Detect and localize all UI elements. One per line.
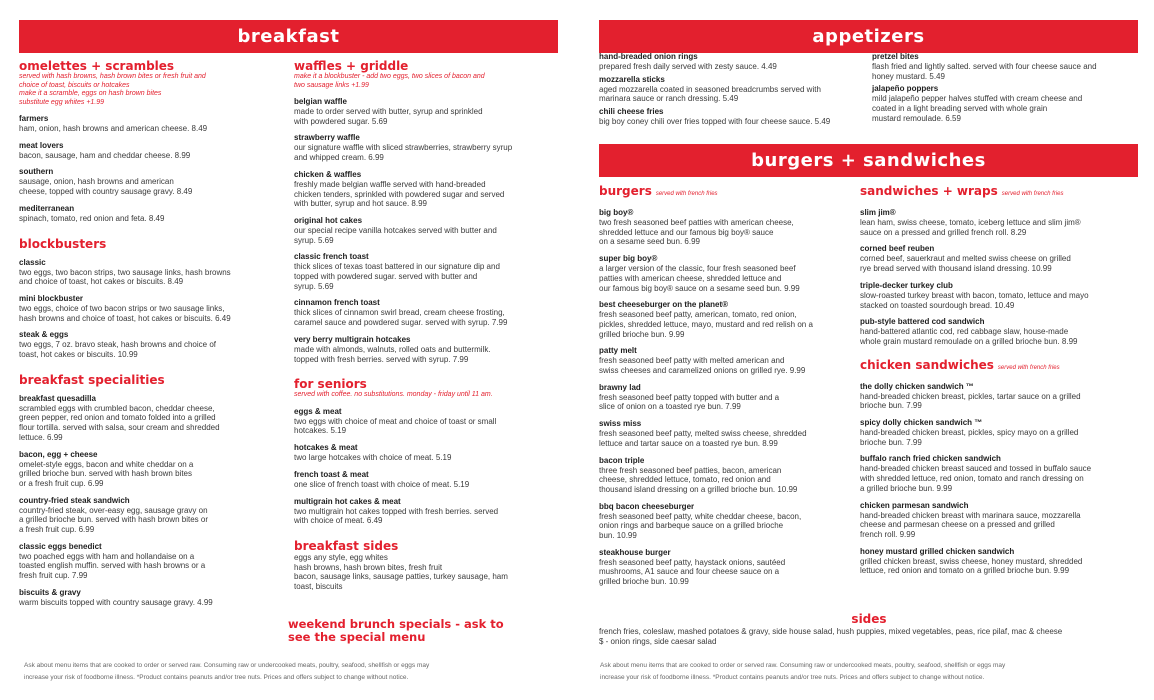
item-name: brawny lad: [599, 382, 641, 392]
section-title: blockbusters: [19, 236, 107, 251]
item-description: two eggs with choice of meat and choice of toast or small: [294, 416, 497, 426]
item-description: with choice of meat. 6.49: [294, 516, 383, 526]
item-description: hand-breaded chicken breast sauced and tossed in buffalo sauce: [860, 464, 1092, 474]
item-description: aged mozzarella coated in seasoned breadcrumbs served with: [599, 84, 821, 94]
weekend-brunch-note: [288, 618, 558, 644]
item-description: sausage, onion, hash browns and american: [19, 177, 174, 187]
item-description: a fresh fruit cup. 6.99: [19, 525, 95, 535]
menu-item: [860, 547, 1140, 576]
item-name: bbq bacon cheeseburger: [599, 501, 695, 511]
item-description: lettuce. 6.99: [19, 432, 63, 442]
item-description: fresh fruit cup. 7.99: [19, 571, 88, 581]
item-description: fresh seasoned beef patty, american, tomato, red onion,: [599, 310, 797, 320]
item-description: lean ham, swiss cheese, tomato, iceberg lettuce and slim jim®: [860, 218, 1081, 227]
item-description: mustard remoulade. 6.59: [872, 113, 961, 123]
menu-item: [599, 456, 855, 495]
item-description: fresh seasoned beef patty, melted swiss cheese, shredded: [599, 429, 807, 439]
menu-item: [860, 454, 1140, 493]
item-description: swiss cheeses and caramelized onions on grilled rye. 9.99: [599, 366, 806, 376]
sandwiches-column: [860, 185, 1140, 576]
menu-item: [294, 133, 562, 162]
item-description: mushrooms, A1 sauce and four cheese sauce on a: [599, 567, 780, 577]
item-description: two multigrain hot cakes topped with fresh berries. served: [294, 506, 499, 516]
item-name: jalapeño poppers: [872, 84, 939, 94]
item-description: topped with fresh berries. served with syrup. 7.99: [294, 354, 469, 364]
menu-item: [294, 470, 562, 490]
item-description: hand-breaded chicken breast, pickles, tartar sauce on a grilled: [860, 391, 1081, 401]
item-description: two eggs, 7 oz. bravo steak, hash browns and choice of: [19, 340, 217, 350]
item-name: honey mustard grilled chicken sandwich: [860, 546, 1015, 556]
item-name: bacon, egg + cheese: [19, 449, 98, 459]
sides-line: french fries, coleslaw, mashed potatoes & gravy, side house salad, hush puppies, mixed vegetables, peas, rice pilaf, mac & cheese: [599, 627, 1063, 636]
item-name: original hot cakes: [294, 215, 363, 225]
item-description: spinach, tomato, red onion and feta. 8.49: [19, 213, 165, 223]
item-description: grilled brioche bun. 9.99: [599, 329, 685, 339]
item-description: two eggs, choice of two bacon strips or two sausage links,: [19, 303, 225, 313]
disclaimer-left: [24, 660, 564, 684]
menu-item: [294, 298, 562, 327]
item-name: country-fried steak sandwich: [19, 495, 130, 505]
item-description: fresh seasoned beef patty, white cheddar cheese, bacon,: [599, 511, 802, 521]
menu-item: [860, 418, 1140, 447]
item-name: steakhouse burger: [599, 547, 671, 557]
item-description: slow-roasted turkey breast with bacon, tomato, lettuce and mayo: [860, 290, 1089, 300]
appetizers-column-1: [599, 52, 867, 127]
disclaimer-line: Ask about menu items that are cooked to order or served raw. Consuming raw or undercooked meats, poultry, seafood, shellfish or eggs may: [24, 662, 430, 669]
item-description: prepared fresh daily served with zesty sauce. 4.49: [599, 62, 777, 71]
item-description: syrup. 5.69: [294, 281, 334, 291]
item-description: freshly made belgian waffle served with hand-breaded: [294, 179, 486, 189]
item-name: slim jim®: [860, 208, 896, 217]
section-note: served with coffee. no substitutions. monday - friday until 11 am.: [294, 391, 493, 399]
menu-item: [19, 114, 281, 134]
menu-item: [872, 52, 1140, 81]
item-description: made to order served with butter, syrup and sprinkled: [294, 107, 483, 116]
section-title: waffles + griddle: [294, 59, 409, 73]
item-description: our special recipe vanilla hotcakes served with butter and: [294, 225, 497, 235]
item-description: two poached eggs with ham and hollandaise on a: [19, 551, 195, 561]
item-name: buffalo ranch fried chicken sandwich: [860, 454, 1001, 464]
item-name: pub-style battered cod sandwich: [860, 317, 985, 327]
side-line: eggs any style, egg whites: [294, 552, 388, 562]
item-description: bun. 10.99: [599, 531, 637, 541]
item-name: patty melt: [599, 346, 637, 356]
item-name: strawberry waffle: [294, 133, 360, 143]
item-name: best cheeseburger on the planet®: [599, 300, 729, 310]
item-name: super big boy®: [599, 254, 658, 264]
item-description: green pepper, red onion and tomato folded into a grilled: [19, 413, 216, 423]
item-name: corned beef reuben: [860, 244, 935, 254]
breakfast-banner: breakfast: [19, 20, 558, 53]
side-line: bacon, sausage links, sausage patties, turkey sausage, ham: [294, 572, 508, 582]
side-line: toast, biscuits: [294, 582, 343, 592]
sides-title: sides: [851, 612, 887, 626]
menu-item: [599, 419, 855, 448]
section-title: chicken sandwiches served with french fries: [860, 357, 1060, 372]
breakfast-column-1: [19, 60, 281, 608]
menu-item: [19, 394, 281, 443]
menu-section: [860, 359, 1140, 576]
item-description: on a sesame seed bun. 6.99: [599, 237, 700, 247]
item-name: spicy dolly chicken sandwich ™: [860, 418, 983, 428]
section-title: breakfast specialities: [19, 372, 165, 387]
item-name: hand-breaded onion rings: [599, 52, 698, 61]
menu-item: [860, 317, 1140, 346]
disclaimer-line: Ask about menu items that are cooked to order or served raw. Consuming raw or undercooked meats, poultry, seafood, shellfish or eggs may: [600, 662, 1006, 669]
item-name: mediterranean: [19, 203, 75, 213]
burgers-column: [599, 185, 855, 587]
item-description: grilled brioche bun. 10.99: [599, 577, 689, 587]
item-description: one slice of french toast with choice of meat. 5.19: [294, 479, 470, 489]
section-title: sandwiches + wraps served with french fries: [860, 184, 1064, 198]
item-description: three fresh seasoned beef patties, bacon, american: [599, 465, 782, 475]
item-description: french roll. 9.99: [860, 529, 916, 539]
disclaimer-line: increase your risk of foodborne illness. *Product contains peanuts and/or tree nuts. Prices and offers subject to change without notice.: [24, 674, 409, 681]
item-description: with shredded lettuce, red onion, tomato and ranch dressing on: [860, 474, 1084, 484]
item-description: or a fresh fruit cup. 6.99: [19, 478, 104, 488]
menu-item: [294, 407, 562, 436]
menu-item: [599, 107, 867, 127]
item-name: mozzarella sticks: [599, 74, 665, 84]
item-description: two large hotcakes with choice of meat. 5.19: [294, 453, 452, 463]
item-description: fresh seasoned beef patty, haystack onions, sautéed: [599, 557, 786, 567]
menu-item: [599, 300, 855, 339]
item-description: big boy coney chili over fries topped with four cheese sauce. 5.49: [599, 117, 831, 127]
item-description: scrambled eggs with crumbled bacon, cheddar cheese,: [19, 403, 215, 413]
menu-item: [599, 383, 855, 412]
item-name: bacon triple: [599, 455, 645, 465]
menu-item: [599, 254, 855, 293]
item-description: and choice of toast, hot cakes or biscuits. 8.49: [19, 277, 184, 287]
item-description: sauce on a pressed and grilled french roll. 8.29: [860, 227, 1027, 237]
menu-section: [294, 60, 562, 364]
item-description: toasted english muffin. served with hash browns or a: [19, 561, 206, 571]
menu-item: [19, 542, 281, 581]
menu-item: [19, 330, 281, 359]
menu-item: [19, 450, 281, 489]
item-name: french toast & meat: [294, 469, 369, 479]
item-name: pretzel bites: [872, 52, 919, 61]
item-description: stacked on toasted sourdough bread. 10.49: [860, 300, 1015, 310]
sides-section: [599, 613, 1139, 646]
menu-item: [294, 252, 562, 291]
item-description: pickles, shredded lettuce, mayo, mustard and red relish on a: [599, 319, 813, 329]
item-description: shredded lettuce and our famous big boy® sauce: [599, 227, 774, 237]
section-title: omelettes + scrambles: [19, 59, 175, 73]
weekend-line-1: weekend brunch specials - ask to: [288, 617, 504, 631]
item-description: hash browns and choice of toast, hot cakes or biscuits. 6.49: [19, 313, 231, 323]
item-description: a grilled brioche bun. served with hash brown bites or: [19, 515, 208, 525]
item-description: omelet-style eggs, bacon and white cheddar on a: [19, 459, 194, 469]
item-description: fresh seasoned beef patty topped with butter and a: [599, 392, 780, 402]
item-name: steak & eggs: [19, 330, 69, 340]
appetizers-column-2: [872, 52, 1140, 124]
item-description: hand-battered atlantic cod, red cabbage slaw, house-made: [860, 327, 1069, 337]
item-description: lettuce, red onion and tomato on a grilled brioche bun. 9.99: [860, 566, 1070, 576]
burgers-banner: burgers + sandwiches: [599, 144, 1138, 177]
item-name: swiss miss: [599, 419, 642, 429]
section-note: served with french fries: [655, 191, 718, 197]
item-description: grilled brioche bun. served with hash brown bites: [19, 469, 192, 479]
section-title: for seniors: [294, 377, 367, 392]
item-description: brioche bun. 7.99: [860, 437, 922, 447]
item-description: caramel sauce and powdered sugar. served with syrup. 7.99: [294, 318, 508, 328]
item-description: whole grain mustard remoulade on a grilled brioche bun. 8.99: [860, 336, 1078, 346]
menu-section: [294, 378, 562, 526]
section-note: make it a blockbuster - add two eggs, two slices of bacon and: [294, 73, 485, 80]
item-description: fresh seasoned beef patty with melted american and: [599, 356, 785, 366]
menu-section: [294, 540, 562, 592]
item-description: honey mustard. 5.49: [872, 71, 945, 81]
item-name: classic: [19, 257, 46, 267]
breakfast-column-2: [294, 60, 562, 592]
item-description: thick slices of texas toast battered in our signature dip and: [294, 262, 500, 272]
menu-item: [294, 97, 562, 126]
item-description: hotcakes. 5.19: [294, 426, 347, 436]
menu-item: [19, 294, 281, 323]
item-name: mini blockbuster: [19, 293, 84, 303]
item-name: southern: [19, 167, 54, 177]
item-description: rye bread served with thousand island dressing. 10.99: [860, 264, 1052, 274]
section-note: two sausage links +1.99: [294, 81, 369, 89]
item-description: toast, hot cakes or biscuits. 10.99: [19, 350, 138, 360]
item-description: warm biscuits topped with country sausage gravy. 4.99: [19, 597, 213, 607]
item-name: farmers: [19, 114, 49, 123]
item-description: mild jalapeño pepper halves stuffed with cream cheese and: [872, 94, 1083, 104]
menu-item: [860, 382, 1140, 411]
menu-section: [860, 185, 1140, 347]
menu-item: [19, 588, 281, 608]
menu-item: [599, 548, 855, 587]
item-description: hand-breaded chicken breast, pickles, spicy mayo on a grilled: [860, 428, 1079, 438]
item-name: triple-decker turkey club: [860, 280, 953, 290]
item-description: with butter, syrup and hot sauce. 8.99: [294, 199, 427, 209]
item-description: corned beef, sauerkraut and melted swiss cheese on grilled: [860, 254, 1071, 264]
menu-item: [872, 84, 1140, 123]
item-name: the dolly chicken sandwich ™: [860, 381, 974, 391]
item-description: country-fried steak, over-easy egg, sausage gravy on: [19, 505, 208, 515]
item-description: and whipped cream. 6.99: [294, 153, 384, 163]
item-description: grilled chicken breast, swiss cheese, honey mustard, shredded: [860, 556, 1083, 566]
item-description: a larger version of the classic, four fresh seasoned beef: [599, 264, 796, 274]
item-description: cheese, shredded lettuce, tomato, red onion and: [599, 475, 771, 485]
menu-item: [599, 502, 855, 541]
item-description: flash fried and lightly salted. served with four cheese sauce and: [872, 62, 1097, 71]
item-description: with powdered sugar. 5.69: [294, 116, 388, 126]
menu-item: [19, 204, 281, 224]
menu-item: [294, 335, 562, 364]
item-name: breakfast quesadilla: [19, 393, 96, 403]
item-name: classic french toast: [294, 252, 369, 262]
section-note: make it a scramble, eggs on hash brown bites: [19, 90, 162, 97]
menu-item: [599, 346, 855, 375]
item-description: a grilled brioche bun. 9.99: [860, 483, 953, 493]
appetizers-banner: appetizers: [599, 20, 1138, 53]
item-description: our signature waffle with sliced strawberries, strawberry syrup: [294, 143, 513, 153]
section-note: served with french fries: [1001, 191, 1064, 197]
item-name: chicken & waffles: [294, 169, 362, 179]
item-name: cinnamon french toast: [294, 298, 380, 308]
item-description: brioche bun. 7.99: [860, 401, 922, 411]
section-note: substitute egg whites +1.99: [19, 98, 105, 106]
menu-item: [294, 497, 562, 526]
disclaimer-line: increase your risk of foodborne illness. *Product contains peanuts and/or tree nuts. Prices and offers subject to change without notice.: [600, 674, 985, 681]
item-name: chicken parmesan sandwich: [860, 500, 969, 510]
menu-item: [19, 141, 281, 161]
menu-item: [294, 216, 562, 245]
menu-item: [19, 258, 281, 287]
section-title: burgers served with french fries: [599, 184, 718, 198]
item-description: made with almonds, walnuts, rolled oats and buttermilk.: [294, 344, 491, 354]
menu-item: [19, 167, 281, 196]
item-description: our famous big boy® sauce on a sesame seed bun. 9.99: [599, 283, 800, 293]
item-name: biscuits & gravy: [19, 587, 81, 597]
menu-item: [860, 281, 1140, 310]
item-description: thick slices of cinnamon swirl bread, cream cheese frosting,: [294, 308, 505, 318]
item-name: multigrain hot cakes & meat: [294, 496, 401, 506]
menu-section: [19, 238, 281, 360]
menu-item: [599, 52, 867, 72]
section-note: choice of toast, biscuits or hotcakes: [19, 81, 130, 89]
sides-line: $ - onion rings, side caesar salad: [599, 636, 717, 646]
item-name: very berry multigrain hotcakes: [294, 334, 411, 344]
item-description: cheese, topped with country sausage gravy. 8.49: [19, 187, 193, 197]
item-description: two eggs, two bacon strips, two sausage links, hash browns: [19, 267, 231, 277]
item-name: eggs & meat: [294, 406, 342, 416]
menu-section: [19, 60, 281, 224]
item-description: two fresh seasoned beef patties with american cheese,: [599, 218, 794, 227]
section-note: served with hash browns, hash brown bites or fresh fruit and: [19, 73, 206, 80]
disclaimer-right: [600, 660, 1140, 684]
menu-item: [599, 75, 867, 104]
weekend-line-2: see the special menu: [288, 630, 426, 644]
section-title: breakfast sides: [294, 538, 399, 553]
menu-item: [19, 496, 281, 535]
menu-item: [860, 208, 1140, 237]
item-name: hotcakes & meat: [294, 443, 358, 453]
item-description: slice of onion on a toasted rye bun. 7.99: [599, 402, 741, 412]
item-description: onion rings and barbeque sauce on a grilled brioche: [599, 521, 784, 531]
item-name: big boy®: [599, 208, 634, 217]
item-description: flour tortilla. served with salsa, sour cream and shredded: [19, 423, 220, 433]
side-line: hash browns, hash brown bites, fresh fruit: [294, 562, 443, 572]
menu-item: [860, 501, 1140, 540]
item-description: cheese and parmesan cheese on a pressed and grilled: [860, 520, 1055, 530]
item-description: coated in a light breading served with whole grain: [872, 104, 1048, 114]
menu-section: [599, 185, 855, 587]
item-description: marinara sauce or ranch dressing. 5.49: [599, 94, 739, 104]
item-description: lettuce and tartar sauce on a toasted rye bun. 8.99: [599, 438, 778, 448]
item-description: syrup. 5.69: [294, 235, 334, 245]
item-description: thousand island dressing on a grilled brioche bun. 10.99: [599, 484, 798, 494]
item-description: patties with american cheese, shredded lettuce and: [599, 273, 782, 283]
item-description: hand-breaded chicken breast with marinara sauce, mozzarella: [860, 510, 1081, 520]
menu-item: [294, 170, 562, 209]
menu-section: [19, 374, 281, 608]
item-description: chicken tenders, sprinkled with powdered sugar and served: [294, 189, 505, 199]
menu-item: [860, 244, 1140, 273]
item-description: ham, onion, hash browns and american cheese. 8.49: [19, 124, 208, 133]
item-name: meat lovers: [19, 140, 64, 150]
menu-item: [294, 443, 562, 463]
item-name: classic eggs benedict: [19, 541, 102, 551]
menu-item: [599, 208, 855, 247]
item-description: bacon, sausage, ham and cheddar cheese. 8.99: [19, 150, 191, 160]
item-name: belgian waffle: [294, 97, 347, 106]
item-name: chili cheese fries: [599, 107, 664, 117]
item-description: topped with powdered sugar. served with butter and: [294, 272, 478, 282]
section-note: served with french fries: [997, 364, 1060, 371]
